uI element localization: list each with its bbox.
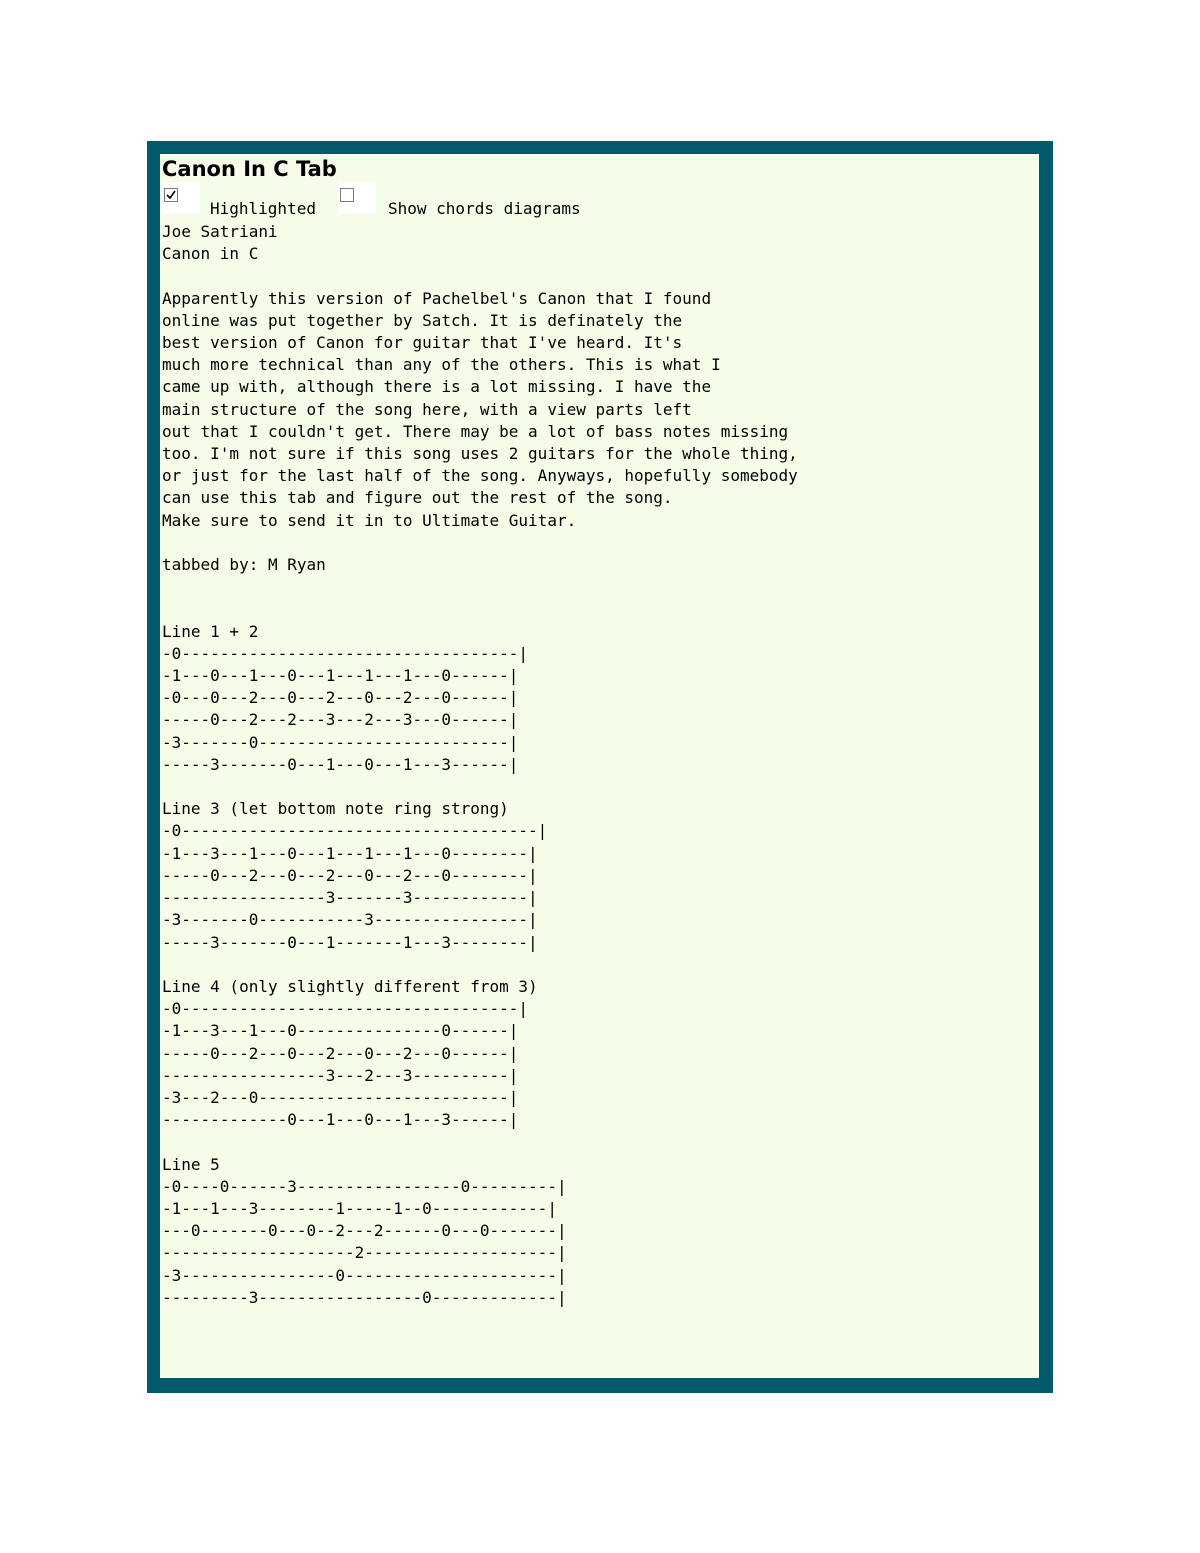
chords-label[interactable]: Show chords diagrams [388, 199, 581, 218]
tab-line: -3---2---0--------------------------| [162, 1087, 519, 1107]
intro-line: too. I'm not sure if this song uses 2 guitars for the whole thing, [162, 444, 798, 464]
display-controls [162, 182, 762, 218]
section-title: Line 3 (let bottom note ring strong) [162, 799, 509, 819]
tab-line: -0-----------------------------------| [162, 999, 529, 1019]
tab-line: -------------0---1---0---1---3------| [162, 1110, 519, 1130]
tab-line: -----0---2---0---2---0---2---0--------| [162, 865, 538, 885]
song-title: Canon in C [162, 244, 259, 264]
intro-line: best version of Canon for guitar that I've heard. It's [162, 333, 683, 353]
tab-line: -0----0------3-----------------0---------| [162, 1176, 567, 1196]
intro-line: main structure of the song here, with a view parts left [162, 399, 692, 419]
highlighted-checkbox-container [162, 182, 200, 214]
highlighted-label[interactable]: Highlighted [210, 199, 316, 218]
tab-line: -1---1---3--------1-----1--0------------| [162, 1198, 557, 1218]
intro-line: much more technical than any of the others. This is what I [162, 355, 721, 375]
tab-line: -----------------3-------3------------| [162, 888, 538, 908]
tab-line: -0---0---2---0---2---0---2---0------| [162, 688, 519, 708]
tab-line: -----3-------0---1-------1---3--------| [162, 932, 538, 952]
tab-line: --------------------2--------------------| [162, 1243, 567, 1263]
tab-line: -1---3---1---0---------------0------| [162, 1021, 519, 1041]
chords-checkbox-container [338, 182, 376, 214]
intro-line: or just for the last half of the song. Anyways, hopefully somebody [162, 466, 798, 486]
tabbed-by: tabbed by: M Ryan [162, 555, 326, 575]
tab-line: -0-----------------------------------| [162, 643, 529, 663]
page-title: Canon In C Tab [162, 157, 337, 181]
tab-line: ---------3-----------------0-------------| [162, 1287, 567, 1307]
tab-line: -----3-------0---1---0---1---3------| [162, 754, 519, 774]
tab-line: -3-------0--------------------------| [162, 732, 519, 752]
intro-line: online was put together by Satch. It is definately the [162, 310, 683, 330]
tab-line: -1---0---1---0---1---1---1---0------| [162, 666, 519, 686]
tab-frame [147, 141, 1053, 1393]
intro-line: came up with, although there is a lot missing. I have the [162, 377, 712, 397]
tab-line: -3-------0-----------3----------------| [162, 910, 538, 930]
section-title: Line 5 [162, 1154, 220, 1174]
chords-checkbox[interactable] [340, 188, 354, 202]
artist-name: Joe Satriani [162, 222, 278, 241]
tab-line: -----0---2---0---2---0---2---0------| [162, 1043, 519, 1063]
tab-panel [160, 154, 1039, 1378]
section-title: Line 4 (only slightly different from 3) [162, 976, 538, 996]
tab-line: -----------------3---2---3----------| [162, 1065, 519, 1085]
tab-line: ---0-------0---0--2---2------0---0-------| [162, 1221, 567, 1241]
tab-line: -----0---2---2---3---2---3---0------| [162, 710, 519, 730]
intro-line: out that I couldn't get. There may be a lot of bass notes missing [162, 421, 789, 441]
checkmark-icon [165, 189, 177, 201]
highlighted-checkbox[interactable] [164, 188, 178, 202]
intro-line: can use this tab and figure out the rest of the song. [162, 488, 673, 508]
intro-line: Apparently this version of Pachelbel's Canon that I found [162, 288, 712, 308]
tab-line: -3----------------0----------------------| [162, 1265, 567, 1285]
tab-line: -0-------------------------------------| [162, 821, 548, 841]
intro-line: Make sure to send it in to Ultimate Guitar. [162, 510, 577, 530]
tab-body [162, 221, 798, 1309]
tab-line: -1---3---1---0---1---1---1---0--------| [162, 843, 538, 863]
section-title: Line 1 + 2 [162, 621, 259, 641]
